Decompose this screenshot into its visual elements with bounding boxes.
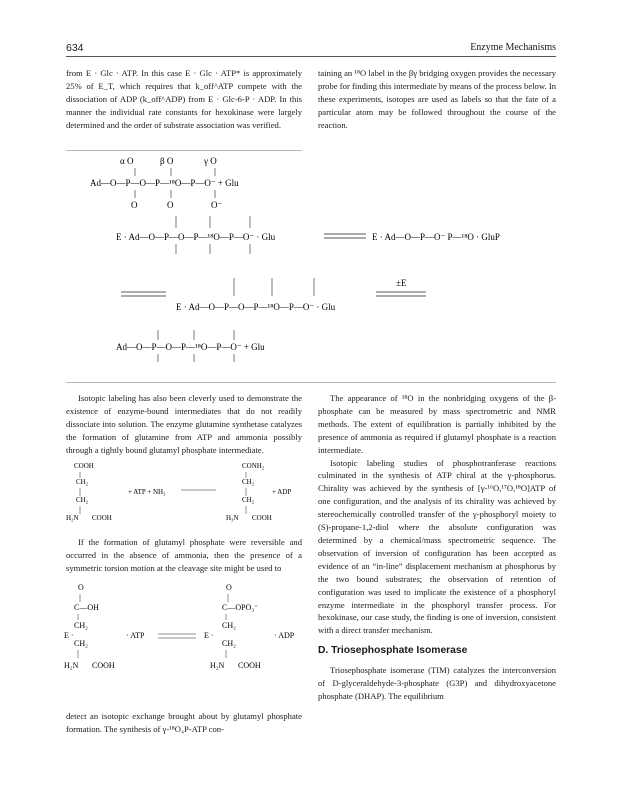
gs-left-cooh2: COOH: [92, 514, 112, 522]
atp-scheme: [66, 150, 556, 380]
row1-bottom-o2: O: [167, 200, 174, 210]
mid-left-paragraph-3: detect an isotopic exchange brought about by glutamyl phosphate formation. The synthesis of γ-¹⁸O₄P-ATP con-: [66, 711, 302, 734]
mid-right-paragraph-3: Triosephosphate isomerase (TIM) catalyzes the interconversion of D-glyceraldehyde-3-phosphate (G3P) and dihydroxyacetone phosphate (DHAP). The equilibrium: [318, 665, 556, 701]
mid-left-paragraph-1: Isotopic labeling has also been cleverly used to demonstrate the existence of enzyme-bound intermediates that do not readily dissociate into solution. The enzyme glutamine synthetase catalyzes the formation of glutamine from ATP and ammonia possibly through a tightly bound glutamyl phosphate intermediate.: [66, 393, 302, 455]
separator-mid: [66, 382, 556, 383]
gs-right-cooh: COOH: [252, 514, 272, 522]
section-title: D. Triosephosphate Isomerase: [318, 645, 468, 657]
scheme1-row3: E · Ad—O—P—O—P—¹⁸O—P—O⁻ · Glu: [176, 302, 336, 312]
row1-bottom-o1: O: [131, 200, 138, 210]
scheme1-row2-right: E · Ad—O—P—O⁻ P—¹⁸O · GluP: [372, 232, 500, 242]
gp-right-o: O: [226, 583, 232, 592]
gp-right-adp: · ADP: [274, 631, 295, 640]
mid-right-paragraph-2: Isotopic labeling studies of phosphotranferase reactions culminated in the synthesis of ATP chiral at the γ-phosphorus. Chirality was achieved by the synthesis of [γ-¹⁶O,¹⁷O,¹⁸O]ATP of one configuration, and the analysis of its chirality was achieved by stereochemically controlled transfer of the γ-phosphoryl moiety to (S)-propane-1,2-diol where the absolute configuration was determined by a chemical/mass spectrometric sequence. The observation of inversion of configuration has been accepted as evidence of an “in-line” displacement mechanism at phosphorus by the two bound substrates; the observation of retention of configuration was used to implicate the existence of a phosphoryl enzyme intermediate in the phosphoryl transfer process. For hexokinase, our case study, the finding is one of inversion, consistent with a direct transfer mechanism.: [318, 457, 556, 636]
gp-left-e: E ·: [64, 631, 74, 640]
gp-left-ch2a: CH₂: [74, 621, 88, 630]
running-title: Enzyme Mechanisms: [470, 42, 556, 53]
gp-left-cooh: COOH: [92, 661, 115, 670]
scheme1-row1: Ad—O—P—O—P—¹⁸O—P—O⁻ + Glu: [90, 178, 239, 188]
gp-left-coh: C—OH: [74, 603, 99, 612]
mid-right-text: [318, 392, 556, 703]
gs-right-adp: + ADP: [272, 488, 292, 496]
gs-right-ch2a: CH₂: [242, 478, 255, 486]
gs-left-ch2b: CH₂: [76, 496, 89, 504]
top-right-text: [318, 67, 556, 132]
scheme1-row3-eq: ±E: [396, 278, 407, 288]
gp-right-ch2a: CH₂: [222, 621, 236, 630]
gs-right-conh2: CONH₂: [242, 462, 265, 470]
gs-right-ch2b: CH₂: [242, 496, 255, 504]
scheme1-row4: Ad—O—P—O—P—¹⁸O—P—O⁻ + Glu: [116, 342, 265, 352]
alpha-label: α O: [120, 156, 134, 166]
gs-mid: + ATP + NH₃: [128, 488, 166, 496]
glutamine-scheme: [66, 460, 302, 530]
top-right-paragraph: taining an ¹⁸O label in the βγ bridging oxygen provides the necessary probe for finding this intermediate by means of the process below. In these experiments, isotopes are used as labels so that the fate of a particular atom may be followed throughout the course of the reaction.: [318, 68, 556, 130]
mid-right-paragraph-1: The appearance of ¹⁸O in the nonbridging oxygens of the β-phosphate can be measured by mass spectrometric and NMR methods. The extent of equilibration is partially inhibited by the presence of ammonia as required if glutamyl phosphate is a reaction intermediate.: [318, 393, 556, 455]
gp-right-copo3: C—OPO₃⁻: [222, 603, 259, 612]
mid-left-paragraph-2: If the formation of glutamyl phosphate were reversible and occurred in the absence of ammonia, then the presence of a symmetric torsion motion at the cleavage site might be used to: [66, 537, 302, 573]
top-left-paragraph: from E · Glc · ATP. In this case E · Glc · ATP* is approximately 25% of E_T, which requires that k_off^ATP compete with the dissociation of ADP (k_off^ADP) from E · Glc-6-P · ADP. In this manner the individual rate constants for hexokinase were largely determined and the order of substrate association was verified.: [66, 68, 302, 130]
gp-left-ch2b: CH₂: [74, 639, 88, 648]
mid-left-text-3: [66, 710, 302, 736]
gamma-label: γ O: [204, 156, 217, 166]
page-number: 634: [66, 42, 84, 54]
gp-left-h2n: H₂N: [64, 661, 79, 670]
gp-right-ch2b: CH₂: [222, 639, 236, 648]
gs-left-cooh: COOH: [74, 462, 94, 470]
gp-right-e: E ·: [204, 631, 214, 640]
top-left-text: [66, 67, 302, 132]
gs-left-ch2a: CH₂: [76, 478, 89, 486]
gp-right-cooh: COOH: [238, 661, 261, 670]
gp-left-atp: · ATP: [126, 631, 145, 640]
gs-left-h2n: H₂N: [66, 514, 79, 522]
gs-right-h3n: H₃N: [226, 514, 239, 522]
glutamyl-phosphate-scheme: [66, 582, 302, 672]
page-header: [66, 42, 556, 56]
gp-left-o: O: [78, 583, 84, 592]
header-rule: [66, 56, 556, 57]
mid-left-text-2: [66, 536, 302, 575]
gp-right-h2n: H₂N: [210, 661, 225, 670]
row1-bottom-o3: O⁻: [211, 200, 223, 210]
beta-label: β O: [160, 156, 174, 166]
scheme1-row2-left: E · Ad—O—P—O—P—¹⁸O—P—O⁻ · Glu: [116, 232, 276, 242]
mid-left-text: [66, 392, 302, 457]
